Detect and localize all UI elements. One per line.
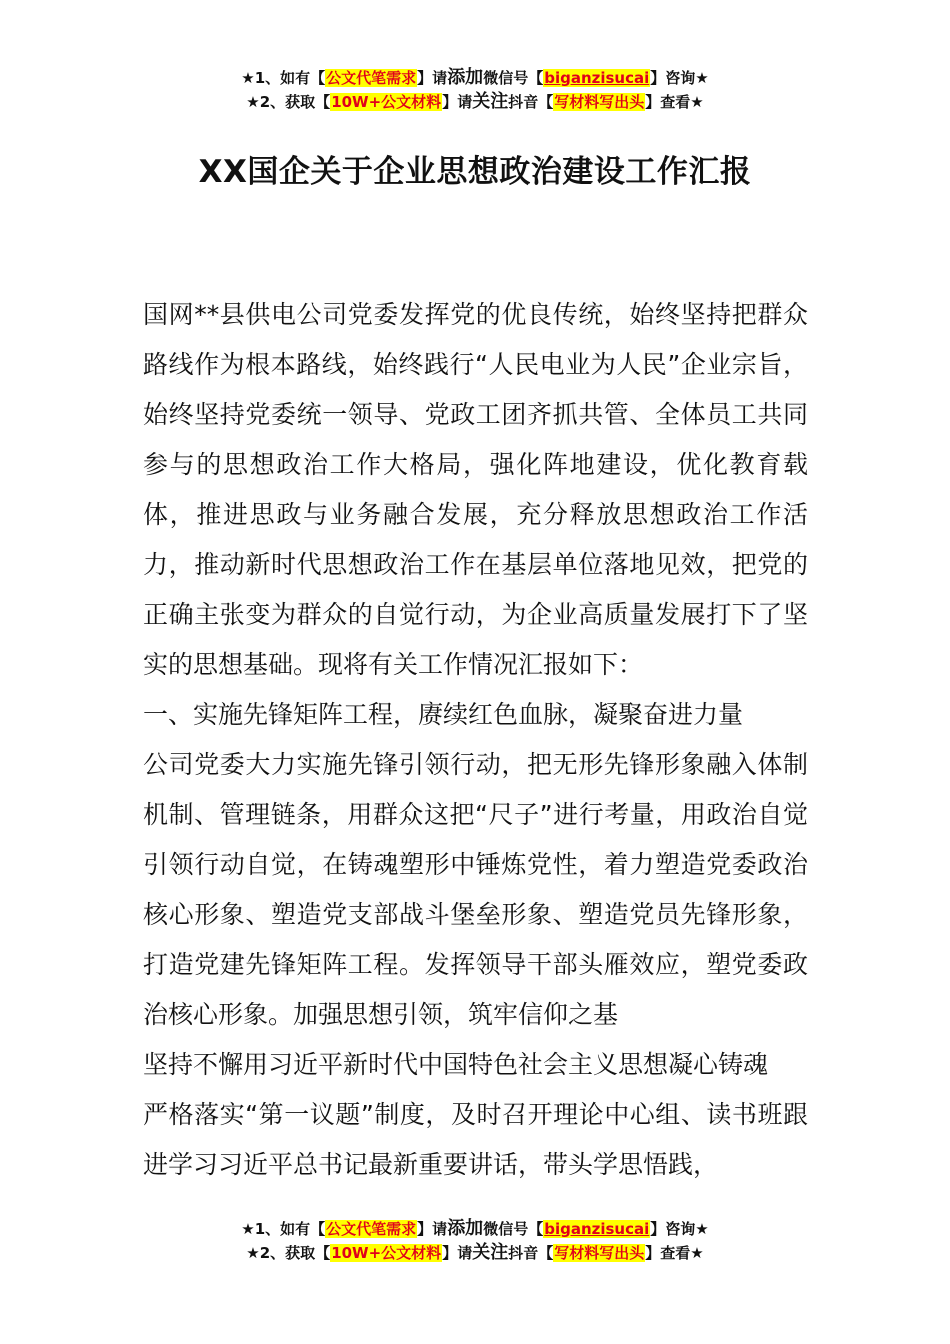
promo-text: ★2、获取【 xyxy=(246,1244,331,1262)
highlight-douyin-account: 写材料写出头 xyxy=(554,1244,645,1262)
body-paragraph: 国网**县供电公司党委发挥党的优良传统，始终坚持把群众路线作为根本路线，始终践行“人民电业为人民”企业宗旨，始终坚持党委统一领导、党政工团齐抓共管、全体员工共同参与的思想政治工作大格局，强化阵地建设，优化教育载体，推进思政与业务融合发展，充分释放思想政治工作活力，推动新时代思想政治工作在基层单位落地见效，把党的正确主张变为群众的自觉行动，为企业高质量发展打下了坚实的思想基础。现将有关工作情况汇报如下： xyxy=(143,300,808,679)
highlight-ghostwriting: 公文代笔需求 xyxy=(326,1220,417,1238)
promo-line-2 xyxy=(0,1241,950,1265)
promo-text: 】请 xyxy=(442,93,473,111)
highlight-materials: 10W+公文材料 xyxy=(331,1244,442,1262)
promo-text: 微信号【 xyxy=(483,69,544,87)
promo-text: 抖音【 xyxy=(508,93,554,111)
promo-text: 】查看★ xyxy=(645,93,704,111)
promo-banner-top xyxy=(0,66,950,114)
body-paragraph: 公司党委大力实施先锋引领行动，把无形先锋形象融入体制机制、管理链条，用群众这把“尺子”进行考量，用政治自觉引领行动自觉，在铸魂塑形中锤炼党性，着力塑造党委政治核心形象、塑造党支部战斗堡垒形象、塑造党员先锋形象，打造党建先锋矩阵工程。发挥领导干部头雁效应，塑党委政治核心形象。加强思想引领，筑牢信仰之基 xyxy=(143,750,808,1029)
promo-line-2 xyxy=(0,90,950,114)
promo-text: 】请 xyxy=(417,1220,448,1238)
promo-text: 】咨询★ xyxy=(650,1220,709,1238)
promo-text: ★2、获取【 xyxy=(246,93,331,111)
promo-text: 】查看★ xyxy=(645,1244,704,1262)
promo-emphasis: 关注 xyxy=(472,91,509,112)
highlight-wechat-id: biganzisucai xyxy=(544,69,650,87)
promo-text: 】咨询★ xyxy=(650,69,709,87)
promo-text: 微信号【 xyxy=(483,1220,544,1238)
promo-text: 抖音【 xyxy=(508,1244,554,1262)
promo-emphasis: 关注 xyxy=(472,1242,509,1263)
promo-banner-bottom xyxy=(0,1217,950,1265)
highlight-ghostwriting: 公文代笔需求 xyxy=(326,69,417,87)
highlight-wechat-id: biganzisucai xyxy=(544,1220,650,1238)
promo-emphasis: 添加 xyxy=(447,1218,484,1239)
highlight-douyin-account: 写材料写出头 xyxy=(554,93,645,111)
body-paragraph: 严格落实“第一议题”制度，及时召开理论中心组、读书班跟进学习习近平总书记最新重要讲话，带头学思悟践， xyxy=(143,1100,808,1179)
highlight-materials: 10W+公文材料 xyxy=(331,93,442,111)
promo-line-1 xyxy=(0,66,950,90)
promo-emphasis: 添加 xyxy=(447,67,484,88)
promo-text: 】请 xyxy=(417,69,448,87)
section-heading: 一、实施先锋矩阵工程，赓续红色血脉，凝聚奋进力量 xyxy=(143,700,744,729)
document-body xyxy=(143,290,808,1190)
promo-text: ★1、如有【 xyxy=(241,1220,326,1238)
body-paragraph: 坚持不懈用习近平新时代中国特色社会主义思想凝心铸魂 xyxy=(143,1050,769,1079)
promo-text: 】请 xyxy=(442,1244,473,1262)
promo-text: ★1、如有【 xyxy=(241,69,326,87)
promo-line-1 xyxy=(0,1217,950,1241)
document-title: XX国企关于企业思想政治建设工作汇报 xyxy=(198,154,752,190)
